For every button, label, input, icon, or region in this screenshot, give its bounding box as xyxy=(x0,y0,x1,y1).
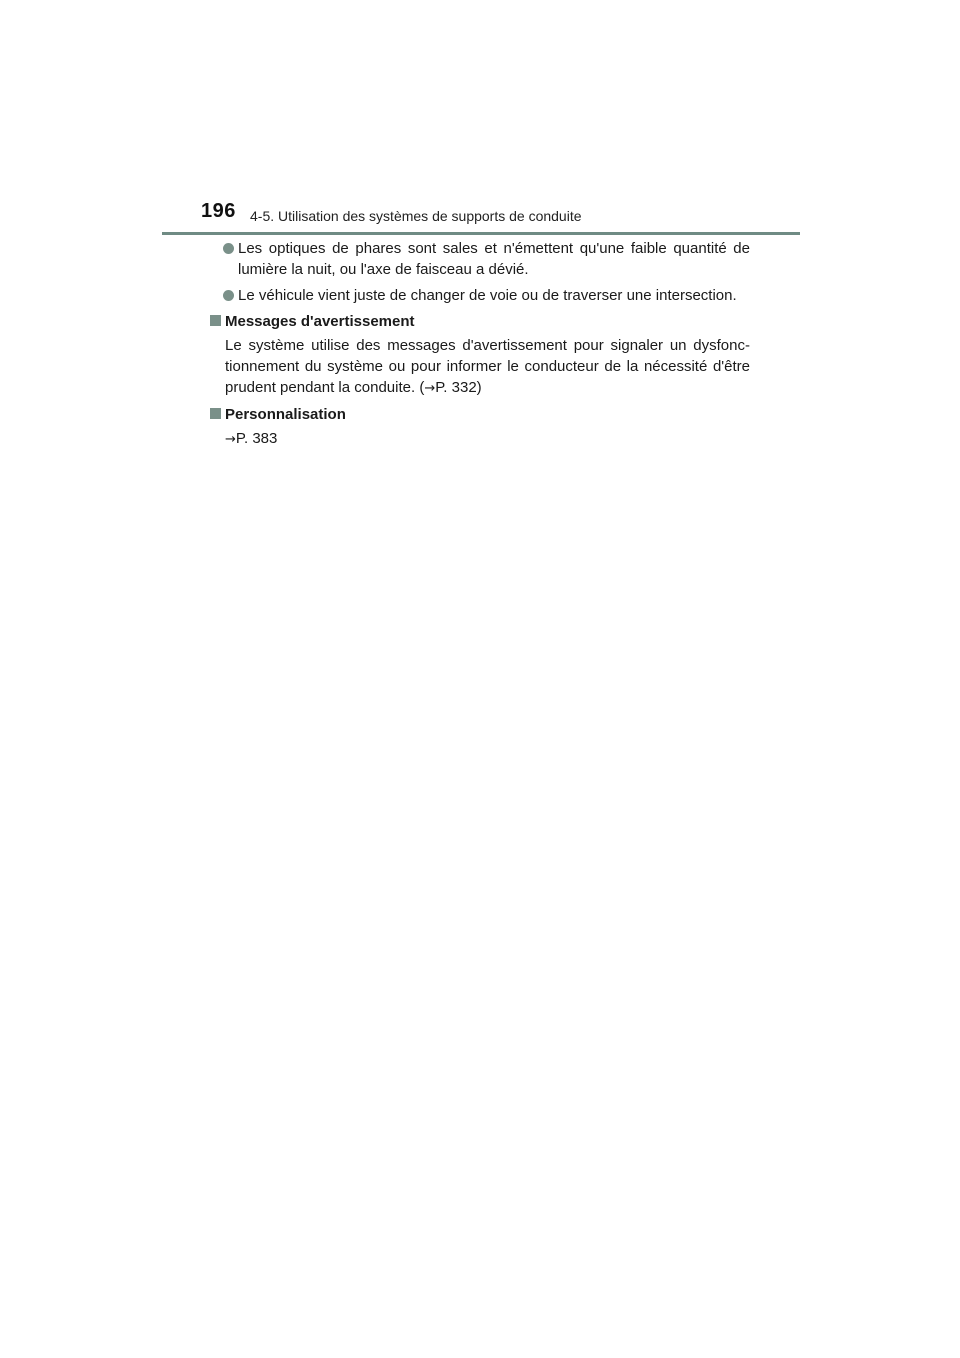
arrow-right-icon: → xyxy=(225,432,236,447)
page-number: 196 xyxy=(201,200,236,222)
square-bullet-icon xyxy=(210,408,221,419)
section-heading-text: Messages d'avertissement xyxy=(225,313,415,330)
square-bullet-icon xyxy=(210,315,221,326)
page-header xyxy=(0,0,960,240)
section-heading xyxy=(210,404,750,425)
reference-line xyxy=(210,428,750,450)
bullet-item-lane-change xyxy=(210,285,750,306)
bullet-item-headlights xyxy=(210,238,750,280)
circle-bullet-icon xyxy=(223,243,234,254)
page-reference-link[interactable]: P. 383 xyxy=(235,430,278,447)
bullet-text: Les optiques de phares sont sales et n'émettent qu'une faible quantité de lumière la nuit, ou l'axe de faisceau a dévié. xyxy=(238,240,750,278)
page-reference-link[interactable]: P. 332 xyxy=(435,379,477,396)
section-body xyxy=(210,335,750,399)
section-heading-text: Personnalisation xyxy=(225,406,346,423)
header-divider xyxy=(162,232,800,235)
section-body-close: ) xyxy=(476,379,482,396)
section-customization xyxy=(210,404,750,450)
page-content xyxy=(210,238,750,450)
circle-bullet-icon xyxy=(223,290,234,301)
arrow-right-icon: → xyxy=(424,381,436,396)
section-body-text: Le système utilise des messages d'avertissement pour signaler un dysfonc-tionnement du système ou pour informer le conducteur de la nécessité d'être prudent pendant la conduite. ( xyxy=(225,337,750,396)
section-warning-messages xyxy=(210,311,750,399)
bullet-text: Le véhicule vient juste de changer de voie ou de traverser une intersection. xyxy=(238,287,737,304)
section-heading xyxy=(210,311,750,332)
section-title: 4-5. Utilisation des systèmes de supports de conduite xyxy=(250,208,582,224)
